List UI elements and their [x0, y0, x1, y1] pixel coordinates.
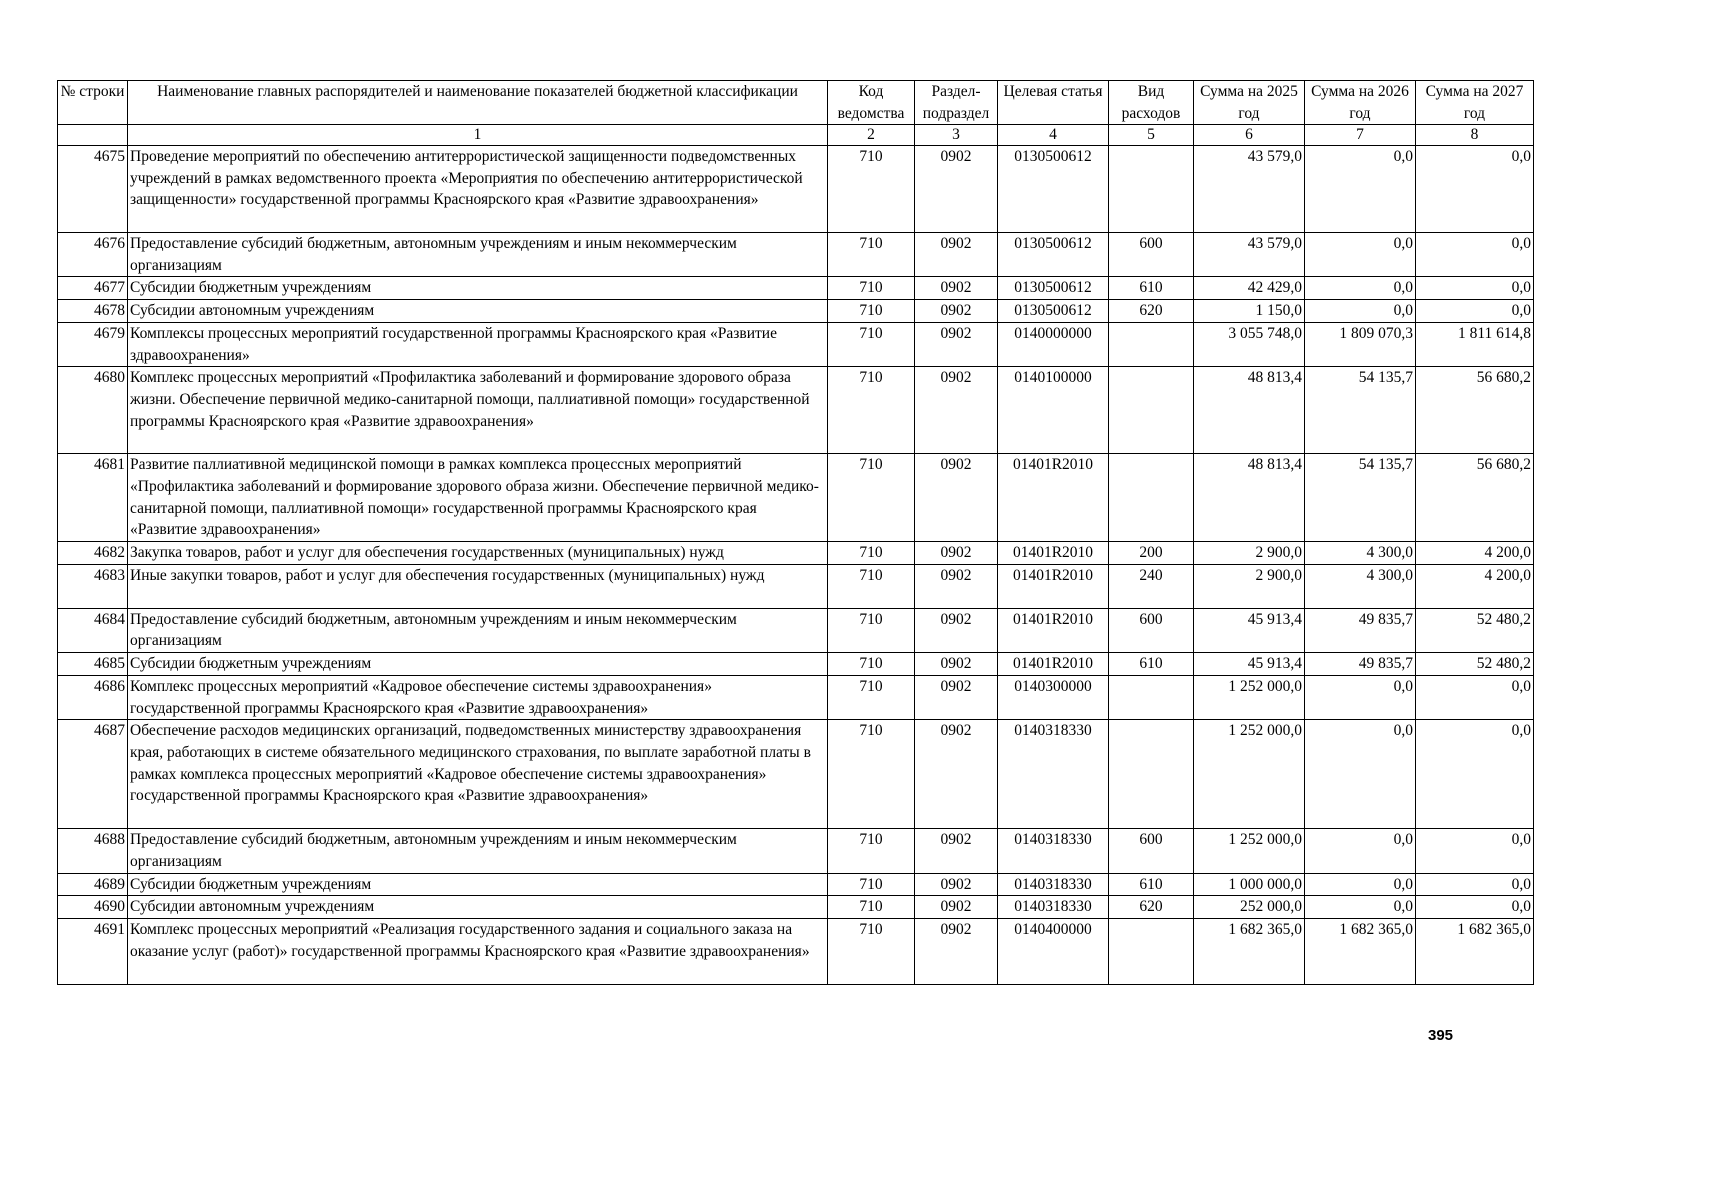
header-section: Раздел-подраздел [915, 81, 998, 125]
row-expense-type: 200 [1109, 542, 1194, 565]
row-number: 4689 [58, 873, 128, 896]
column-number: 5 [1109, 125, 1194, 146]
row-name: Комплексы процессных мероприятий государственной программы Красноярского края «Развитие здравоохранения» [128, 322, 828, 366]
row-number: 4682 [58, 542, 128, 565]
table-row [58, 367, 1534, 454]
row-sum-2025: 48 813,4 [1194, 367, 1305, 454]
table-row [58, 675, 1534, 719]
row-sum-2025: 1 682 365,0 [1194, 919, 1305, 985]
row-department-code: 710 [828, 896, 915, 919]
header-expense-type: Вид расходов [1109, 81, 1194, 125]
row-number: 4680 [58, 367, 128, 454]
header-department-code: Код ведомства [828, 81, 915, 125]
row-department-code: 710 [828, 277, 915, 300]
row-department-code: 710 [828, 829, 915, 873]
row-number: 4686 [58, 675, 128, 719]
row-expense-type [1109, 675, 1194, 719]
row-number: 4683 [58, 564, 128, 608]
row-section: 0902 [915, 454, 998, 542]
row-name: Иные закупки товаров, работ и услуг для обеспечения государственных (муниципальных) нужд [128, 564, 828, 608]
row-expense-type [1109, 919, 1194, 985]
header-name: Наименование главных распорядителей и наименование показателей бюджетной классификации [128, 81, 828, 125]
row-number: 4679 [58, 322, 128, 366]
row-sum-2027: 1 811 614,8 [1416, 322, 1534, 366]
row-name: Обеспечение расходов медицинских организаций, подведомственных министерству здравоохранения края, работающих в системе обязательного медицинского страхования, по выплате заработной платы в рамках комплекса процессных мероприятий «Кадровое обеспечение системы здравоохранения» государственной программы Красноярского края «Развитие здравоохранения» [128, 720, 828, 829]
row-sum-2026: 1 809 070,3 [1305, 322, 1416, 366]
row-name: Проведение мероприятий по обеспечению антитеррористической защищенности подведомственных учреждений в рамках ведомственного проекта «Мероприятия по обеспечению антитеррористической защищенности» государственной программы Красноярского края «Развитие здравоохранения» [128, 146, 828, 233]
row-sum-2026: 49 835,7 [1305, 608, 1416, 652]
row-number: 4681 [58, 454, 128, 542]
row-section: 0902 [915, 720, 998, 829]
row-expense-type: 600 [1109, 829, 1194, 873]
row-sum-2025: 45 913,4 [1194, 608, 1305, 652]
row-number: 4688 [58, 829, 128, 873]
row-sum-2026: 0,0 [1305, 233, 1416, 277]
row-name: Комплекс процессных мероприятий «Кадровое обеспечение системы здравоохранения» государственной программы Красноярского края «Развитие здравоохранения» [128, 675, 828, 719]
row-section: 0902 [915, 277, 998, 300]
row-name: Субсидии автономным учреждениям [128, 896, 828, 919]
row-name: Субсидии бюджетным учреждениям [128, 873, 828, 896]
row-number: 4690 [58, 896, 128, 919]
table-row [58, 564, 1534, 608]
table-row [58, 542, 1534, 565]
row-expense-type [1109, 454, 1194, 542]
row-name: Развитие паллиативной медицинской помощи в рамках комплекса процессных мероприятий «Профилактика заболеваний и формирование здорового образа жизни. Обеспечение первичной медико-санитарной помощи, паллиативной помощи» государственной программы Красноярского края «Развитие здравоохранения» [128, 454, 828, 542]
row-sum-2027: 56 680,2 [1416, 367, 1534, 454]
row-sum-2026: 54 135,7 [1305, 367, 1416, 454]
column-number: 2 [828, 125, 915, 146]
row-target-item: 0140318330 [998, 873, 1109, 896]
row-sum-2025: 43 579,0 [1194, 233, 1305, 277]
row-sum-2026: 0,0 [1305, 300, 1416, 323]
row-sum-2027: 1 682 365,0 [1416, 919, 1534, 985]
row-section: 0902 [915, 367, 998, 454]
row-number: 4676 [58, 233, 128, 277]
row-target-item: 0130500612 [998, 277, 1109, 300]
row-sum-2027: 52 480,2 [1416, 653, 1534, 676]
row-target-item: 0140318330 [998, 896, 1109, 919]
row-number: 4684 [58, 608, 128, 652]
row-expense-type [1109, 322, 1194, 366]
page-number: 395 [1428, 1027, 1454, 1044]
row-department-code: 710 [828, 146, 915, 233]
row-department-code: 710 [828, 454, 915, 542]
row-number: 4678 [58, 300, 128, 323]
table-row [58, 919, 1534, 985]
row-department-code: 710 [828, 542, 915, 565]
table-row [58, 720, 1534, 829]
row-name: Предоставление субсидий бюджетным, автономным учреждениям и иным некоммерческим организациям [128, 233, 828, 277]
row-name: Субсидии автономным учреждениям [128, 300, 828, 323]
row-expense-type: 610 [1109, 277, 1194, 300]
row-sum-2026: 0,0 [1305, 896, 1416, 919]
row-sum-2026: 49 835,7 [1305, 653, 1416, 676]
row-sum-2026: 0,0 [1305, 720, 1416, 829]
row-expense-type: 600 [1109, 233, 1194, 277]
table-row [58, 829, 1534, 873]
row-expense-type [1109, 146, 1194, 233]
row-department-code: 710 [828, 919, 915, 985]
row-expense-type: 620 [1109, 300, 1194, 323]
row-sum-2027: 4 200,0 [1416, 542, 1534, 565]
row-sum-2025: 45 913,4 [1194, 653, 1305, 676]
row-number: 4687 [58, 720, 128, 829]
row-name: Комплекс процессных мероприятий «Реализация государственного задания и социального заказа на оказание услуг (работ)» государственной программы Красноярского края «Развитие здравоохранения» [128, 919, 828, 985]
column-number: 6 [1194, 125, 1305, 146]
column-number [58, 125, 128, 146]
budget-table [57, 80, 1534, 985]
row-section: 0902 [915, 233, 998, 277]
table-row [58, 896, 1534, 919]
table-row [58, 608, 1534, 652]
table-body [58, 146, 1534, 985]
row-sum-2026: 54 135,7 [1305, 454, 1416, 542]
column-number: 1 [128, 125, 828, 146]
row-section: 0902 [915, 300, 998, 323]
row-section: 0902 [915, 542, 998, 565]
row-sum-2026: 1 682 365,0 [1305, 919, 1416, 985]
row-expense-type [1109, 720, 1194, 829]
row-expense-type: 610 [1109, 873, 1194, 896]
row-sum-2025: 1 252 000,0 [1194, 829, 1305, 873]
row-target-item: 0140300000 [998, 675, 1109, 719]
row-sum-2027: 0,0 [1416, 720, 1534, 829]
row-target-item: 0130500612 [998, 300, 1109, 323]
row-sum-2025: 2 900,0 [1194, 564, 1305, 608]
column-number: 3 [915, 125, 998, 146]
row-target-item: 01401R2010 [998, 542, 1109, 565]
row-sum-2027: 56 680,2 [1416, 454, 1534, 542]
header-sum-2025: Сумма на 2025 год [1194, 81, 1305, 125]
row-section: 0902 [915, 896, 998, 919]
row-section: 0902 [915, 322, 998, 366]
row-expense-type: 600 [1109, 608, 1194, 652]
row-sum-2025: 1 252 000,0 [1194, 675, 1305, 719]
row-sum-2025: 3 055 748,0 [1194, 322, 1305, 366]
row-section: 0902 [915, 564, 998, 608]
row-sum-2027: 0,0 [1416, 277, 1534, 300]
row-section: 0902 [915, 608, 998, 652]
row-section: 0902 [915, 919, 998, 985]
row-sum-2027: 0,0 [1416, 896, 1534, 919]
row-number: 4675 [58, 146, 128, 233]
row-number: 4691 [58, 919, 128, 985]
row-sum-2027: 4 200,0 [1416, 564, 1534, 608]
row-target-item: 0130500612 [998, 233, 1109, 277]
row-sum-2027: 0,0 [1416, 300, 1534, 323]
row-name: Предоставление субсидий бюджетным, автономным учреждениям и иным некоммерческим организациям [128, 608, 828, 652]
row-section: 0902 [915, 829, 998, 873]
row-target-item: 01401R2010 [998, 608, 1109, 652]
row-target-item: 0140318330 [998, 720, 1109, 829]
header-target-item: Целевая статья [998, 81, 1109, 125]
header-sum-2026: Сумма на 2026 год [1305, 81, 1416, 125]
row-target-item: 01401R2010 [998, 653, 1109, 676]
row-name: Предоставление субсидий бюджетным, автономным учреждениям и иным некоммерческим организациям [128, 829, 828, 873]
row-sum-2025: 252 000,0 [1194, 896, 1305, 919]
row-sum-2025: 43 579,0 [1194, 146, 1305, 233]
column-number-row [58, 125, 1534, 146]
row-expense-type: 620 [1109, 896, 1194, 919]
row-sum-2026: 0,0 [1305, 873, 1416, 896]
row-department-code: 710 [828, 300, 915, 323]
row-number: 4677 [58, 277, 128, 300]
row-department-code: 710 [828, 367, 915, 454]
row-target-item: 01401R2010 [998, 454, 1109, 542]
row-name: Субсидии бюджетным учреждениям [128, 653, 828, 676]
row-sum-2027: 0,0 [1416, 675, 1534, 719]
column-number: 4 [998, 125, 1109, 146]
column-number: 7 [1305, 125, 1416, 146]
row-sum-2025: 2 900,0 [1194, 542, 1305, 565]
row-sum-2025: 48 813,4 [1194, 454, 1305, 542]
row-sum-2027: 0,0 [1416, 829, 1534, 873]
row-department-code: 710 [828, 873, 915, 896]
row-target-item: 0140100000 [998, 367, 1109, 454]
row-sum-2027: 0,0 [1416, 873, 1534, 896]
row-department-code: 710 [828, 653, 915, 676]
row-sum-2025: 1 000 000,0 [1194, 873, 1305, 896]
row-department-code: 710 [828, 564, 915, 608]
row-target-item: 01401R2010 [998, 564, 1109, 608]
row-sum-2025: 1 150,0 [1194, 300, 1305, 323]
row-section: 0902 [915, 873, 998, 896]
row-sum-2026: 0,0 [1305, 277, 1416, 300]
row-expense-type: 610 [1109, 653, 1194, 676]
header-row [58, 81, 1534, 125]
column-number: 8 [1416, 125, 1534, 146]
row-section: 0902 [915, 675, 998, 719]
table-header [58, 81, 1534, 146]
table-row [58, 322, 1534, 366]
table-row [58, 277, 1534, 300]
row-name: Комплекс процессных мероприятий «Профилактика заболеваний и формирование здорового образа жизни. Обеспечение первичной медико-санитарной помощи, паллиативной помощи» государственной программы Красноярского края «Развитие здравоохранения» [128, 367, 828, 454]
table-row [58, 454, 1534, 542]
row-department-code: 710 [828, 720, 915, 829]
row-target-item: 0130500612 [998, 146, 1109, 233]
row-sum-2026: 0,0 [1305, 146, 1416, 233]
row-target-item: 0140000000 [998, 322, 1109, 366]
row-name: Закупка товаров, работ и услуг для обеспечения государственных (муниципальных) нужд [128, 542, 828, 565]
row-sum-2027: 52 480,2 [1416, 608, 1534, 652]
row-sum-2026: 4 300,0 [1305, 542, 1416, 565]
row-expense-type: 240 [1109, 564, 1194, 608]
row-department-code: 710 [828, 608, 915, 652]
row-target-item: 0140318330 [998, 829, 1109, 873]
table-row [58, 300, 1534, 323]
row-sum-2027: 0,0 [1416, 146, 1534, 233]
row-sum-2025: 1 252 000,0 [1194, 720, 1305, 829]
row-section: 0902 [915, 146, 998, 233]
row-department-code: 710 [828, 675, 915, 719]
row-section: 0902 [915, 653, 998, 676]
row-department-code: 710 [828, 233, 915, 277]
table-row [58, 653, 1534, 676]
row-target-item: 0140400000 [998, 919, 1109, 985]
row-expense-type [1109, 367, 1194, 454]
row-sum-2025: 42 429,0 [1194, 277, 1305, 300]
row-department-code: 710 [828, 322, 915, 366]
table-row [58, 233, 1534, 277]
table-row [58, 146, 1534, 233]
header-sum-2027: Сумма на 2027 год [1416, 81, 1534, 125]
row-sum-2027: 0,0 [1416, 233, 1534, 277]
header-row-number: № строки [58, 81, 128, 125]
row-sum-2026: 0,0 [1305, 675, 1416, 719]
row-number: 4685 [58, 653, 128, 676]
row-sum-2026: 0,0 [1305, 829, 1416, 873]
row-name: Субсидии бюджетным учреждениям [128, 277, 828, 300]
table-row [58, 873, 1534, 896]
row-sum-2026: 4 300,0 [1305, 564, 1416, 608]
